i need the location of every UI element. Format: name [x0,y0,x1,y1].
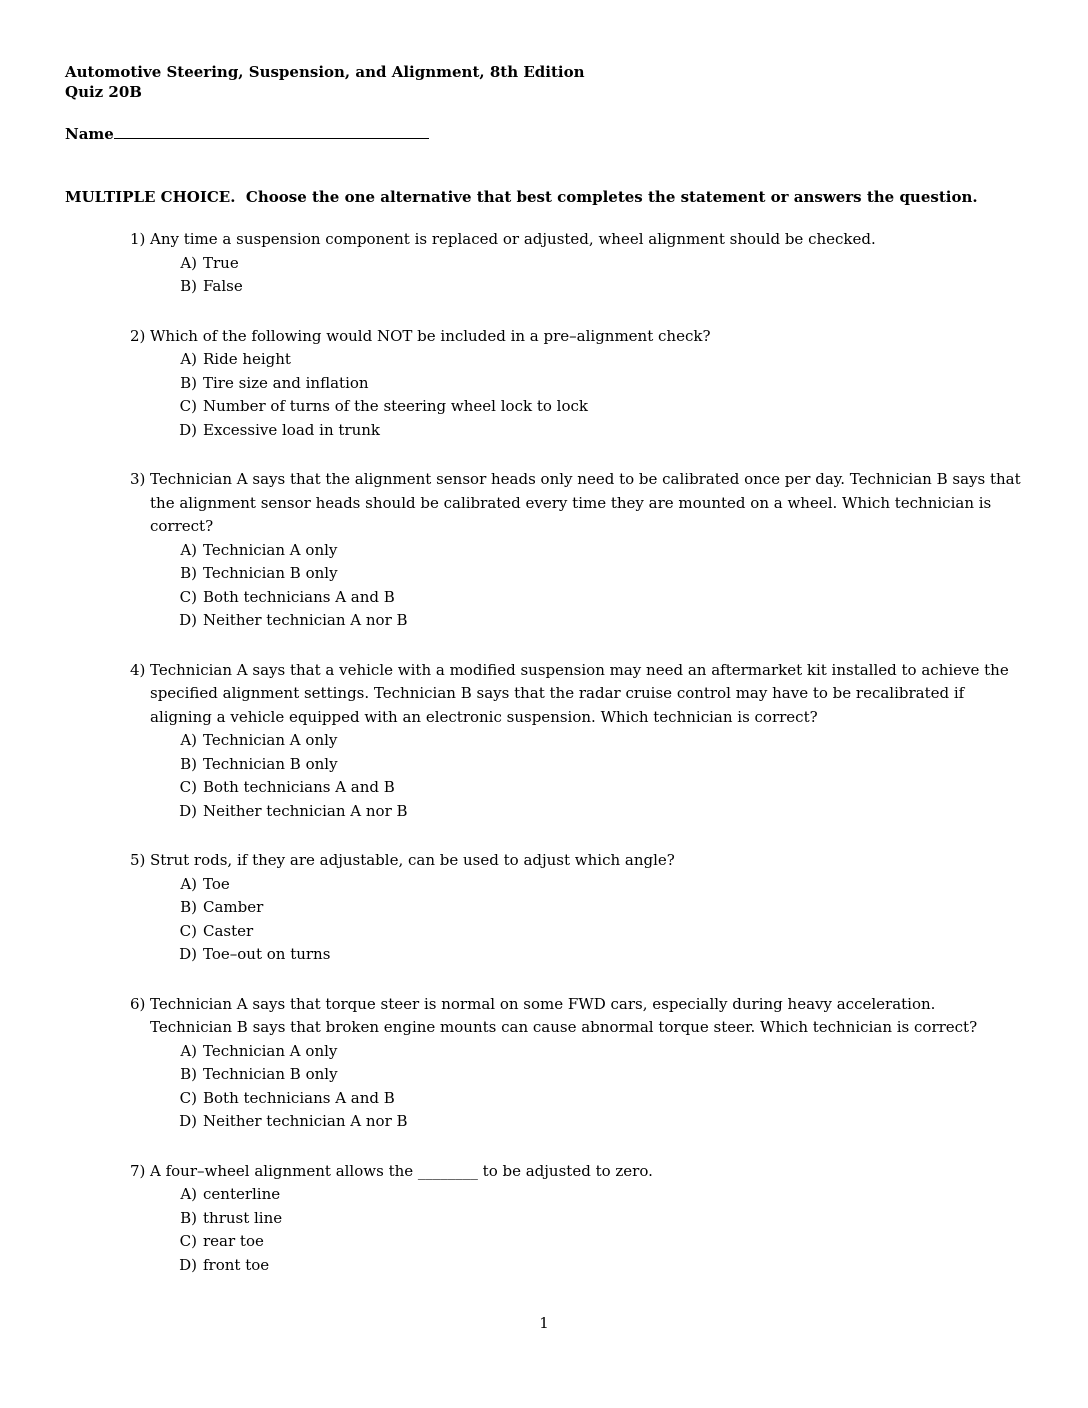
answer-option [177,419,1022,443]
option-letter: B) [180,1208,197,1227]
instructions: MULTIPLE CHOICE. Choose the one alternative that best completes the statement or answers the question. [65,188,978,206]
option-letter: C) [179,587,197,606]
answer-option [177,776,1022,800]
option-text: Neither technician A nor B [203,801,408,820]
option-letter: A) [180,874,197,893]
question-text: Which of the following would NOT be included in a pre–alignment check? [150,326,711,345]
question-body [150,659,1022,824]
option-letter: D) [179,1112,197,1130]
option-text: centerline [203,1185,281,1203]
page-number: 1 [539,1314,549,1332]
option-text: front toe [203,1255,270,1274]
question [130,659,1023,824]
question-number: 6) [130,994,146,1013]
option-letter: C) [179,921,197,940]
question-body [150,468,1022,633]
question [130,468,1023,633]
option-letter: A) [180,350,197,368]
answer-option [177,729,1022,753]
question [130,993,1023,1134]
answer-option [177,348,1022,372]
question-number: 4) [130,660,146,679]
answer-option [177,1063,1022,1087]
option-text: Technician B only [203,1065,338,1083]
option-letter: C) [179,1088,197,1107]
answer-option [177,395,1022,419]
question-number: 7) [130,1161,146,1180]
option-text: Caster [203,921,254,940]
option-letter: D) [179,420,197,439]
answer-option [177,1254,1022,1278]
answer-option [177,873,1022,897]
question-text: Technician A says that torque steer is normal on some FWD cars, especially during heavy acceleration. Technician B says that broken engine mounts can cause abnormal torque steer. Which technician is correct? [150,994,978,1036]
option-letter: B) [180,754,197,773]
option-text: Technician A only [203,731,338,749]
option-letter: B) [180,277,197,295]
question-number: 5) [130,851,146,869]
option-letter: B) [180,373,197,392]
answer-option [177,1087,1022,1111]
answer-option [177,562,1022,586]
answer-option [177,586,1022,610]
option-letter: B) [180,1065,197,1083]
option-text: Ride height [203,350,291,368]
answer-option [177,753,1022,777]
answer-option [177,252,1022,276]
option-text: Number of turns of the steering wheel lock to lock [203,397,588,415]
option-letter: A) [180,1041,197,1060]
question-body [150,228,1022,299]
option-text: Technician B only [203,564,338,582]
option-text: Technician A only [203,540,338,559]
document-header [65,62,1023,102]
option-letter: D) [179,945,197,963]
option-text: Technician A only [203,1041,338,1060]
option-list [177,252,1022,299]
option-text: Neither technician A nor B [203,1112,408,1130]
option-text: Both technicians A and B [203,587,395,606]
answer-option [177,372,1022,396]
question [130,228,1023,299]
question-number: 3) [130,470,146,488]
page-footer [0,1314,1088,1332]
answer-option [177,1110,1022,1134]
question-body [150,1160,1022,1278]
question [130,325,1023,443]
option-letter: A) [180,540,197,559]
option-text: Excessive load in trunk [203,420,380,439]
question-body [150,993,1022,1134]
option-letter: D) [179,611,197,629]
option-letter: A) [180,253,197,272]
answer-option [177,1230,1022,1254]
option-text: True [203,253,239,272]
option-letter: C) [179,778,197,796]
question-text: A four–wheel alignment allows the ________ to be adjusted to zero. [150,1161,653,1180]
answer-option [177,943,1022,967]
option-list [177,873,1022,967]
option-letter: D) [179,1255,197,1274]
document-title: Automotive Steering, Suspension, and Alignment, 8th Edition [65,63,585,81]
question-body [150,325,1022,443]
question-body [150,849,1022,967]
option-letter: A) [180,731,197,749]
option-text: Both technicians A and B [203,1088,395,1107]
question-text: Any time a suspension component is replaced or adjusted, wheel alignment should be checked. [150,230,876,248]
option-text: Both technicians A and B [203,778,395,796]
option-text: Camber [203,898,264,916]
option-text: Neither technician A nor B [203,611,408,629]
question-text: Strut rods, if they are adjustable, can be used to adjust which angle? [150,851,675,869]
name-blank-line [114,124,429,139]
answer-option [177,609,1022,633]
option-list [177,1040,1022,1134]
option-text: Toe [203,874,230,893]
answer-option [177,539,1022,563]
answer-option [177,1207,1022,1231]
option-text: Tire size and inflation [203,373,369,392]
option-list [177,1183,1022,1277]
answer-option [177,896,1022,920]
option-list [177,729,1022,823]
answer-option [177,275,1022,299]
option-letter: D) [179,801,197,820]
answer-option [177,1040,1022,1064]
name-label: Name [65,125,114,143]
quiz-number: Quiz 20B [65,83,142,101]
question-text: Technician A says that a vehicle with a modified suspension may need an aftermarket kit installed to achieve the specified alignment settings. Technician B says that the radar cruise control may have to be recalibrated if aligning a vehicle equipped with an electronic suspension. Which technician is correct? [150,660,1009,726]
question-number: 1) [130,230,146,248]
option-text: thrust line [203,1208,283,1227]
question-list [130,228,1023,1277]
name-row [65,124,1023,144]
answer-option [177,920,1022,944]
question-number: 2) [130,326,146,345]
question [130,849,1023,967]
answer-option [177,1183,1022,1207]
option-letter: B) [180,564,197,582]
option-text: Technician B only [203,754,338,773]
option-text: False [203,277,243,295]
option-list [177,539,1022,633]
option-letter: B) [180,898,197,916]
question [130,1160,1023,1278]
question-text: Technician A says that the alignment sensor heads only need to be calibrated once per day. Technician B says that the alignment sensor heads should be calibrated every time they are mounted on a wheel. Which technician is correct? [150,470,1021,535]
option-text: rear toe [203,1232,264,1250]
option-letter: C) [179,1232,197,1250]
option-letter: A) [180,1185,197,1203]
option-letter: C) [179,397,197,415]
option-list [177,348,1022,442]
answer-option [177,800,1022,824]
option-text: Toe–out on turns [203,945,331,963]
